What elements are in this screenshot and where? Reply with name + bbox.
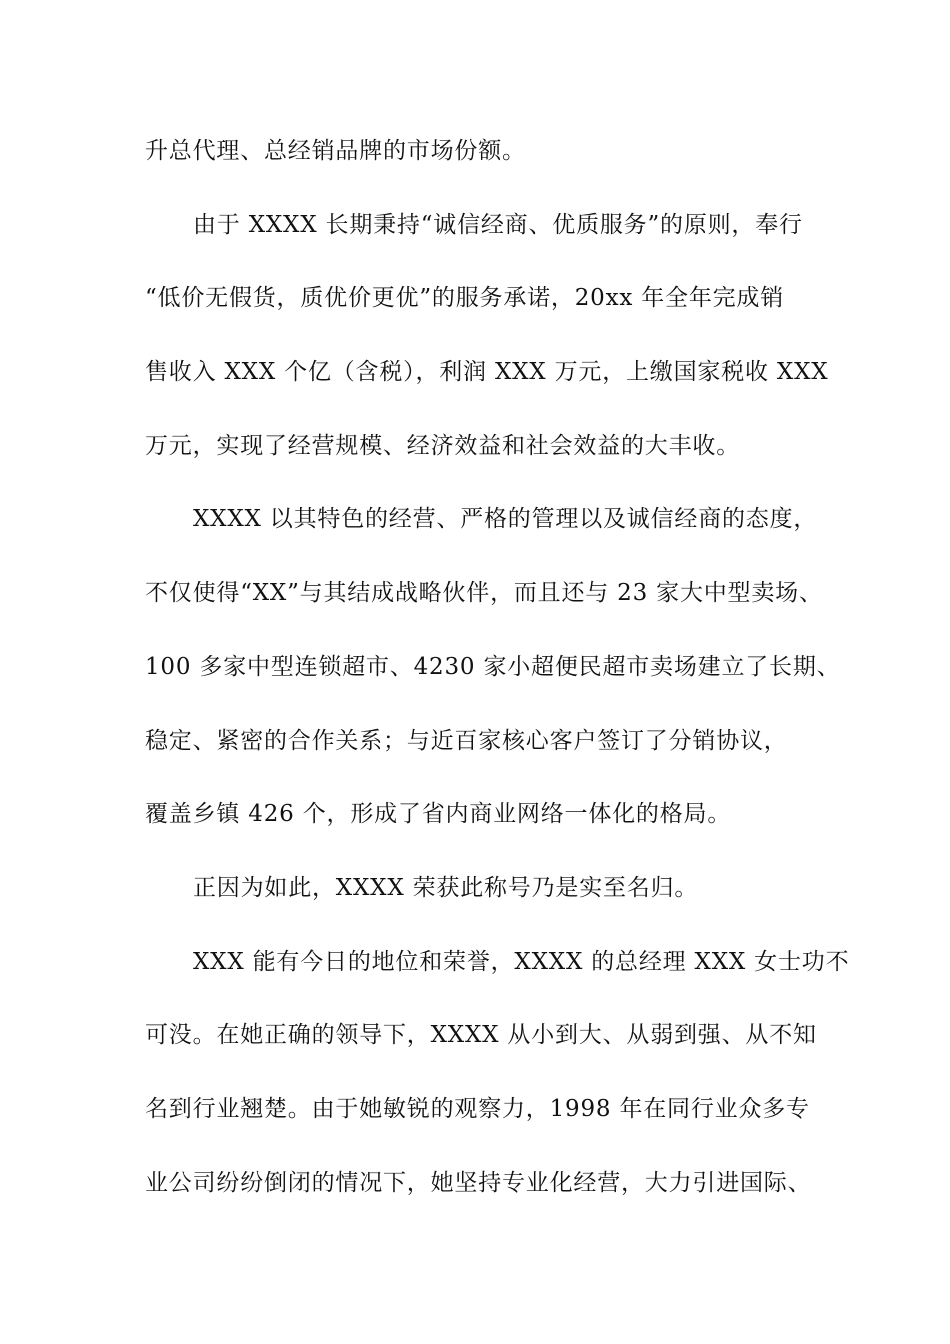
text-line: 万元，实现了经营规模、经济效益和社会效益的大丰收。: [145, 432, 740, 459]
text-line: 正因为如此，XXXX 荣获此称号乃是实至名归。: [193, 874, 699, 901]
text-line: 售收入 XXX 个亿（含税），利润 XXX 万元，上缴国家税收 XXX: [145, 359, 829, 386]
text-line: 不仅使得“XX”与其结成战略伙伴，而且还与 23 家大中型卖场、: [145, 580, 823, 607]
text-line: 名到行业翘楚。由于她敏锐的观察力，1998 年在同行业众多专: [145, 1095, 810, 1122]
text-line: 可没。在她正确的领导下，XXXX 从小到大、从弱到强、从不知: [145, 1022, 817, 1049]
text-line: 由于 XXXX 长期秉持“诚信经商、优质服务”的原则，奉行: [193, 211, 803, 238]
text-line: 100 多家中型连锁超市、4230 家小超便民超市卖场建立了长期、: [145, 653, 841, 680]
body-text: [145, 128, 850, 1233]
text-line: 覆盖乡镇 426 个，形成了省内商业网络一体化的格局。: [145, 801, 732, 828]
text-line: XXXX 以其特色的经营、严格的管理以及诚信经商的态度，: [193, 506, 818, 533]
text-line: “低价无假货，质优价更优”的服务承诺，20xx 年全年完成销: [145, 285, 785, 312]
text-line: XXX 能有今日的地位和荣誉，XXXX 的总经理 XXX 女士功不: [193, 948, 850, 975]
text-line: 稳定、紧密的合作关系；与近百家核心客户签订了分销协议，: [145, 727, 788, 754]
text-line: 升总代理、总经销品牌的市场份额。: [145, 138, 526, 164]
text-line: 业公司纷纷倒闭的情况下，她坚持专业化经营，大力引进国际、: [145, 1169, 812, 1196]
